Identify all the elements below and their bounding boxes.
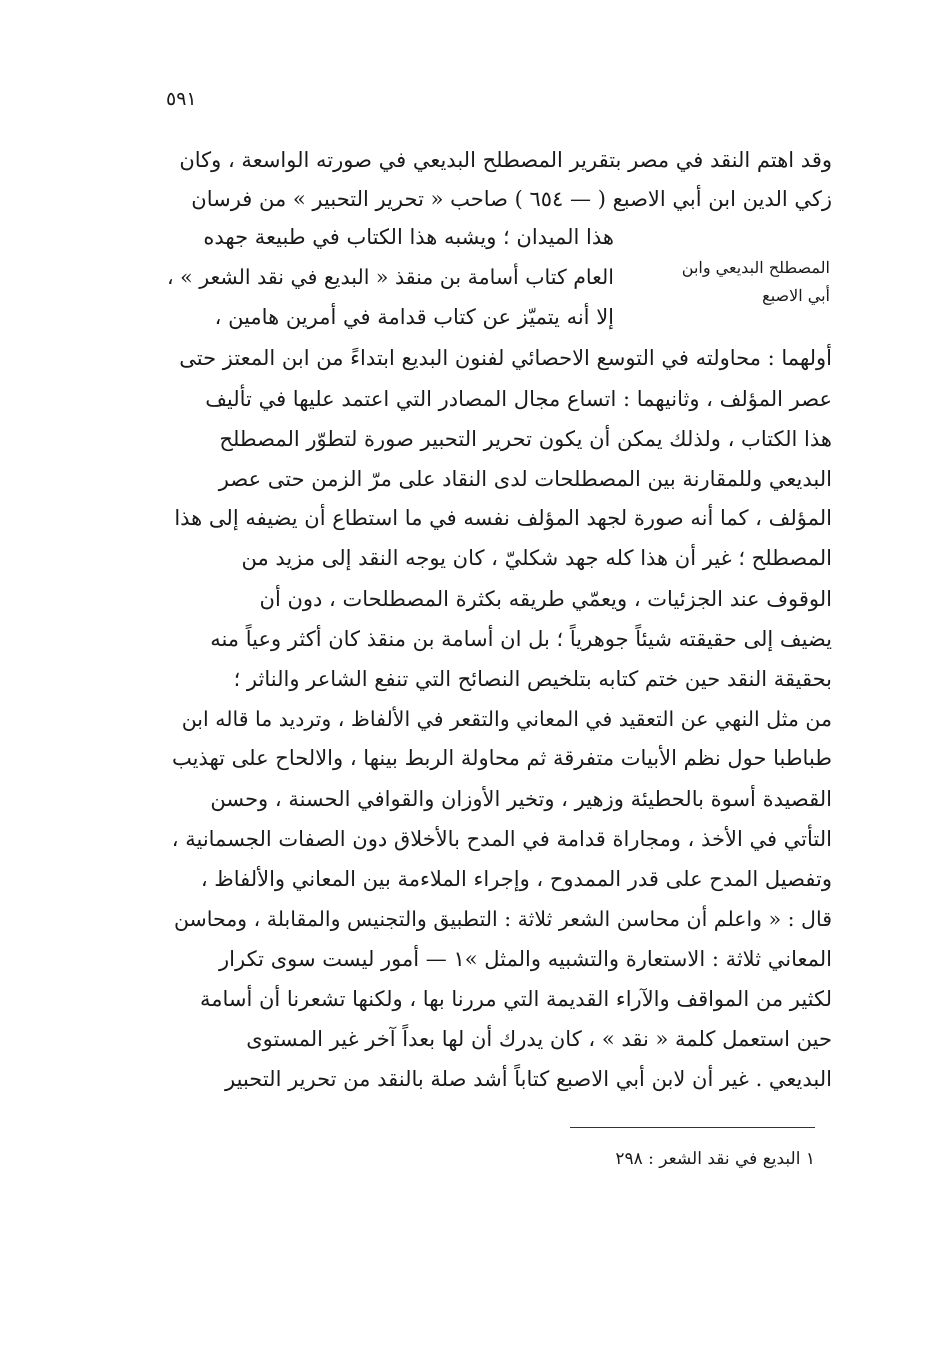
text-line: من مثل النهي عن التعقيد في المعاني والتقعر في الألفاظ ، وترديد ما قاله ابن: [181, 707, 832, 731]
text-line: وتفصيل المدح على قدر الممدوح ، وإجراء الملاءمة بين المعاني والألفاظ ،: [200, 867, 832, 891]
text-line: لكثير من المواقف والآراء القديمة التي مررنا بها ، ولكنها تشعرنا أن أسامة: [199, 987, 832, 1011]
text-line: البديعي وللمقارنة بين المصطلحات لدى النقاد على مرّ الزمن حتى عصر: [218, 467, 832, 491]
text-line: وقد اهتم النقد في مصر بتقرير المصطلح البديعي في صورته الواسعة ، وكان: [179, 148, 832, 172]
footnote: ١ البديع في نقد الشعر : ٢٩٨: [615, 1149, 815, 1169]
text-line: البديعي . غير أن لابن أبي الاصبع كتاباً أشد صلة بالنقد من تحرير التحبير: [225, 1067, 832, 1091]
text-line: أولهما : محاولته في التوسع الاحصائي لفنون البديع ابتداءً من ابن المعتز حتى: [179, 346, 832, 370]
text-line: قال : « واعلم أن محاسن الشعر ثلاثة : التطبيق والتجنيس والمقابلة ، ومحاسن: [173, 907, 832, 931]
text-line: هذا الميدان ؛ ويشبه هذا الكتاب في طبيعة جهده: [203, 225, 614, 249]
text-line: المصطلح ؛ غير أن هذا كله جهد شكليّ ، كان يوجه النقد إلى مزيد من: [241, 546, 832, 570]
side-note-line: المصطلح البديعي وابن: [681, 258, 830, 277]
text-line: طباطبا حول نظم الأبيات متفرقة ثم محاولة الربط بينها ، والالحاح على تهذيب: [171, 746, 832, 770]
text-line: القصيدة أسوة بالحطيئة وزهير ، وتخير الأوزان والقوافي الحسنة ، وحسن: [210, 787, 832, 811]
text-line: حين استعمل كلمة « نقد » ، كان يدرك أن لها بعداً آخر غير المستوى: [246, 1027, 832, 1051]
text-line: زكي الدين ابن أبي الاصبع ( — ٦٥٤ ) صاحب « تحرير التحبير » من فرسان: [191, 187, 832, 211]
side-note-line: أبي الاصبع: [762, 286, 830, 305]
text-line: التأتي في الأخذ ، ومجاراة قدامة في المدح بالأخلاق دون الصفات الجسمانية ،: [171, 827, 832, 851]
text-line: عصر المؤلف ، وثانيهما : اتساع مجال المصادر التي اعتمد عليها في تأليف: [205, 387, 832, 411]
text-line: العام كتاب أسامة بن منقذ « البديع في نقد الشعر » ،: [167, 265, 614, 289]
text-line: الوقوف عند الجزئيات ، ويعمّي طريقه بكثرة المصطلحات ، دون أن: [259, 587, 832, 611]
text-line: إلا أنه يتميّز عن كتاب قدامة في أمرين هامين ،: [214, 305, 614, 329]
text-line: يضيف إلى حقيقته شيئاً جوهرياً ؛ بل ان أسامة بن منقذ كان أكثر وعياً منه: [210, 627, 832, 651]
text-line: بحقيقة النقد حين ختم كتابه بتلخيص النصائح التي تنفع الشاعر والناثر ؛: [233, 667, 832, 691]
text-line: هذا الكتاب ، ولذلك يمكن أن يكون تحرير التحبير صورة لتطوّر المصطلح: [219, 427, 832, 451]
page-number: ٥٩١: [166, 88, 197, 110]
text-line: المعاني ثلاثة : الاستعارة والتشبيه والمثل »١ — أمور ليست سوى تكرار: [219, 947, 832, 971]
text-line: المؤلف ، كما أنه صورة لجهد المؤلف نفسه في ما استطاع أن يضيفه إلى هذا: [174, 506, 832, 530]
footnote-divider: [570, 1127, 815, 1128]
